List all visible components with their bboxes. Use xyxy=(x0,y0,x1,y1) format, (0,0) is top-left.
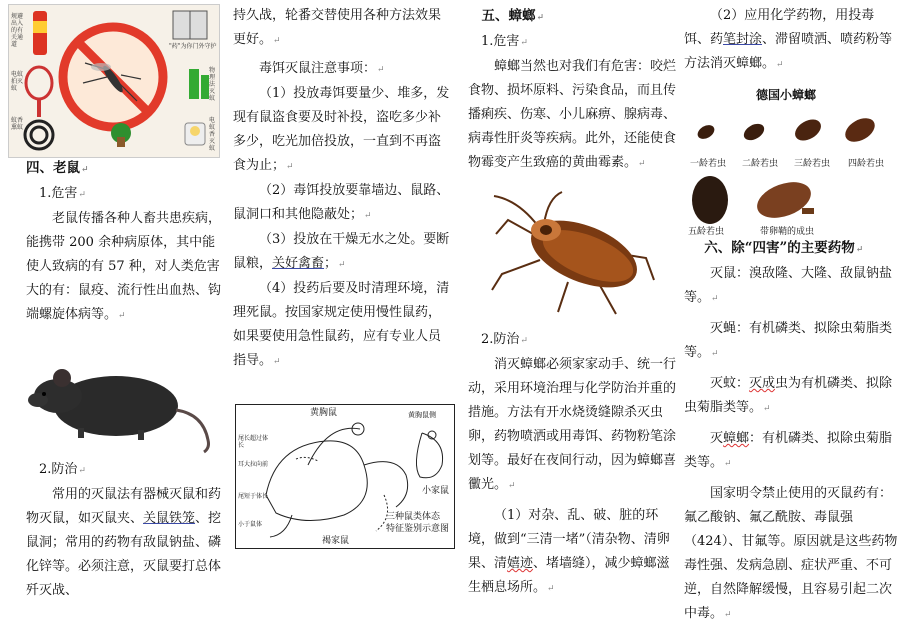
rats-cage-link: 关鼠铁笼 xyxy=(143,511,196,526)
stage-label-1: 一龄若虫 xyxy=(690,159,727,169)
german-cockroach-title: 德国小蟑螂 xyxy=(756,88,817,102)
pesticide-mosquitoes-wavy: 灭成 xyxy=(749,376,776,391)
cockroach-item-2-link: 笔封涂 xyxy=(723,32,763,47)
cockroach-control-text: 消灭蟑螂必须家家动手、统一行动，采用环境治理与化学防治并重的措施。方法有开水烧烫缝隙杀灭虫卵，药物喷洒或用毒饵、药物粉笔涂划等。最好在夜间行动，因为蟑螂喜黴光。 ↵ xyxy=(468,353,680,498)
stage-label-4: 四龄若虫 xyxy=(848,159,885,169)
poster-label-1: 规避出入的有关通道 xyxy=(11,13,24,48)
cockroach-item-1-wavy: 嬉迹 xyxy=(507,556,534,571)
cockroach-item-2 xyxy=(684,4,898,77)
rats-hazard-text: 老鼠传播各种人畜共患疾病，能携带 200 余种病原体，其中能使人致病的有 57 种，对人类危害大的有：鼠疫、流行性出血热、钩端螺旋体病等。 ↵ xyxy=(26,207,222,328)
cockroach-item-2-c: 、滞留喷洒、喷药粉等方法消灭蟑螂。 xyxy=(684,32,893,71)
rat-image xyxy=(18,336,216,454)
pesticide-mosquitoes-a: 灭蚊： xyxy=(710,376,750,391)
column-3 xyxy=(468,0,680,607)
poster-label-3: 蚊香熏蚊 xyxy=(11,117,24,131)
diagram-label-e: 耳大拉向前 xyxy=(238,461,269,468)
cockroach-image xyxy=(488,190,658,318)
column-4 xyxy=(682,0,900,621)
bait-notice-4: （4）投药后要及时清理环境，清理死鼠。按国家规定使用慢性鼠药，如果要使用急性鼠药，应有专业人员指导。 ↵ xyxy=(233,277,451,374)
bait-notice-1: （1）投放毒饵要量少、堆多，发现有鼠盗食要及时补投，盗吃多少补多少，吃光加倍投放，一直到不再盗食为止； ↵ xyxy=(233,82,451,179)
poster-illustration xyxy=(9,5,219,157)
cockroach-item-1 xyxy=(468,504,680,601)
rats-continuation-text: 持久战，轮番交替使用各种方法效果更好。 ↵ xyxy=(233,4,451,53)
poster-label-5: 物理法灭蚊 xyxy=(209,67,216,102)
bait-notice-3-link: 关好禽畜 xyxy=(272,256,325,271)
diagram-label-d: 尾长超过体长 xyxy=(238,435,269,449)
column-2 xyxy=(233,0,453,607)
stage-label-2: 二龄若虫 xyxy=(742,159,779,169)
pesticide-cockroach-wavy: 蟑螂 xyxy=(723,431,750,446)
bait-notice-3 xyxy=(233,228,451,277)
diagram-label-c: 小家鼠 xyxy=(422,486,450,496)
diagram-label-a: 黄胸鼠 xyxy=(310,408,338,418)
diagram-label-f: 尾短于体长 xyxy=(238,493,269,500)
rats-control-text-a: 常用的灭鼠法有器械灭鼠和药物灭鼠，如灭鼠夹、 xyxy=(26,487,222,526)
section-heading-cockroach: 五、蟑螂 ↵ xyxy=(468,4,680,30)
rats-control-text xyxy=(26,483,222,603)
diagram-label-b: 褐家鼠 xyxy=(322,536,350,546)
pesticide-cockroach xyxy=(684,427,898,476)
diagram-caption-2: 特征鉴别示意图 xyxy=(386,524,450,534)
cockroach-item-1-a: （1）对杂、乱、破、脏的环境，做到“三清一堵”（清杂物、清卵果、清 xyxy=(468,508,670,571)
rats-hazard-heading: 1.危害 ↵ xyxy=(26,182,222,207)
poster-label-2: 电蚊拍灭蚊 xyxy=(11,71,24,92)
stage-label-6: 带卵鞘的成虫 xyxy=(760,227,815,237)
stage-label-5: 五龄若虫 xyxy=(688,227,725,237)
pesticide-mosquitoes xyxy=(684,372,898,421)
pesticide-mosquitoes-c: 虫为有机磷类、拟除虫菊脂类等。 xyxy=(684,376,893,415)
mosquito-poster-image xyxy=(8,4,220,158)
pesticide-cockroach-a: 灭 xyxy=(710,431,724,446)
cockroach-control-heading: 2.防治 ↵ xyxy=(468,328,680,353)
bait-notice-3-c: ； xyxy=(324,256,338,271)
rats-control-text-b: 、挖鼠洞；常用的药物有敌鼠钠盐、磷化锌等。必须注意，灭鼠要打总体歼灭战、 xyxy=(26,511,222,598)
column-1 xyxy=(0,0,225,607)
rats-control-heading: 2.防治 ↵ xyxy=(26,458,222,483)
section-heading-pesticides: 六、除“四害”的主要药物 ↵ xyxy=(684,236,898,262)
section-heading-rats: 四、老鼠 ↵ xyxy=(26,156,222,182)
pesticide-cockroach-c: ：有机磷类、拟除虫菊脂类等。 xyxy=(684,431,893,470)
cockroach-stages-sketch xyxy=(684,104,898,240)
german-cockroach-figure xyxy=(684,80,898,240)
rat-species-diagram xyxy=(235,404,455,549)
pesticide-rats: 灭鼠：溴敌隆、大隆、敌鼠钠盐等。 ↵ xyxy=(684,262,898,311)
banned-rodenticides-text: 国家明令禁止使用的灭鼠药有：氟乙酸钠、氟乙酰胺、毒鼠强（424）、甘氟等。原因就是这些药物毒性强、发病急剧、症状严重、不可逆，自然降解缓慢，且容易引起二次中毒。 ↵ xyxy=(684,482,898,627)
stage-label-3: 三龄若虫 xyxy=(794,159,831,169)
pesticide-flies: 灭蝇：有机磷类、拟除虫菊脂类等。 ↵ xyxy=(684,317,898,366)
poster-label-4: "药"为你门外守护 xyxy=(169,43,217,50)
diagram-label-g: 小于鼠体 xyxy=(238,521,263,528)
diagram-label-h: 黄胸鼠侧 xyxy=(408,411,436,419)
bait-notice-3-a: （3）投放在干燥无水之处。要断鼠粮， xyxy=(233,232,450,271)
cockroach-hazard-heading: 1.危害 ↵ xyxy=(468,30,680,55)
cockroach-item-2-a: （2）应用化学药物，用投毒饵、药 xyxy=(684,8,875,47)
cockroach-hazard-text: 蟑螂当然也对我们有危害：咬烂食物、损坏原料、污染食品，而且传播痢疾、伤寒、小儿麻痹、腺病毒、病毒性肝炎等疾病。此外，还能使食物霉变产生致癌的黄曲霉素。 ↵ xyxy=(468,55,680,176)
bait-notice-2: （2）毒饵投放要靠墙边、鼠路、鼠洞口和其他隐蔽处； ↵ xyxy=(233,179,451,228)
diagram-caption-1: 三种鼠类体态 xyxy=(386,512,441,522)
cockroach-item-1-c: 、堵墙缝），减少蟑螂滋生栖息场所。 xyxy=(468,556,670,595)
bait-notice-title: 毒饵灭鼠注意事项： ↵ xyxy=(233,57,451,82)
poster-label-6: 电蚊香灭蚊 xyxy=(209,117,216,152)
